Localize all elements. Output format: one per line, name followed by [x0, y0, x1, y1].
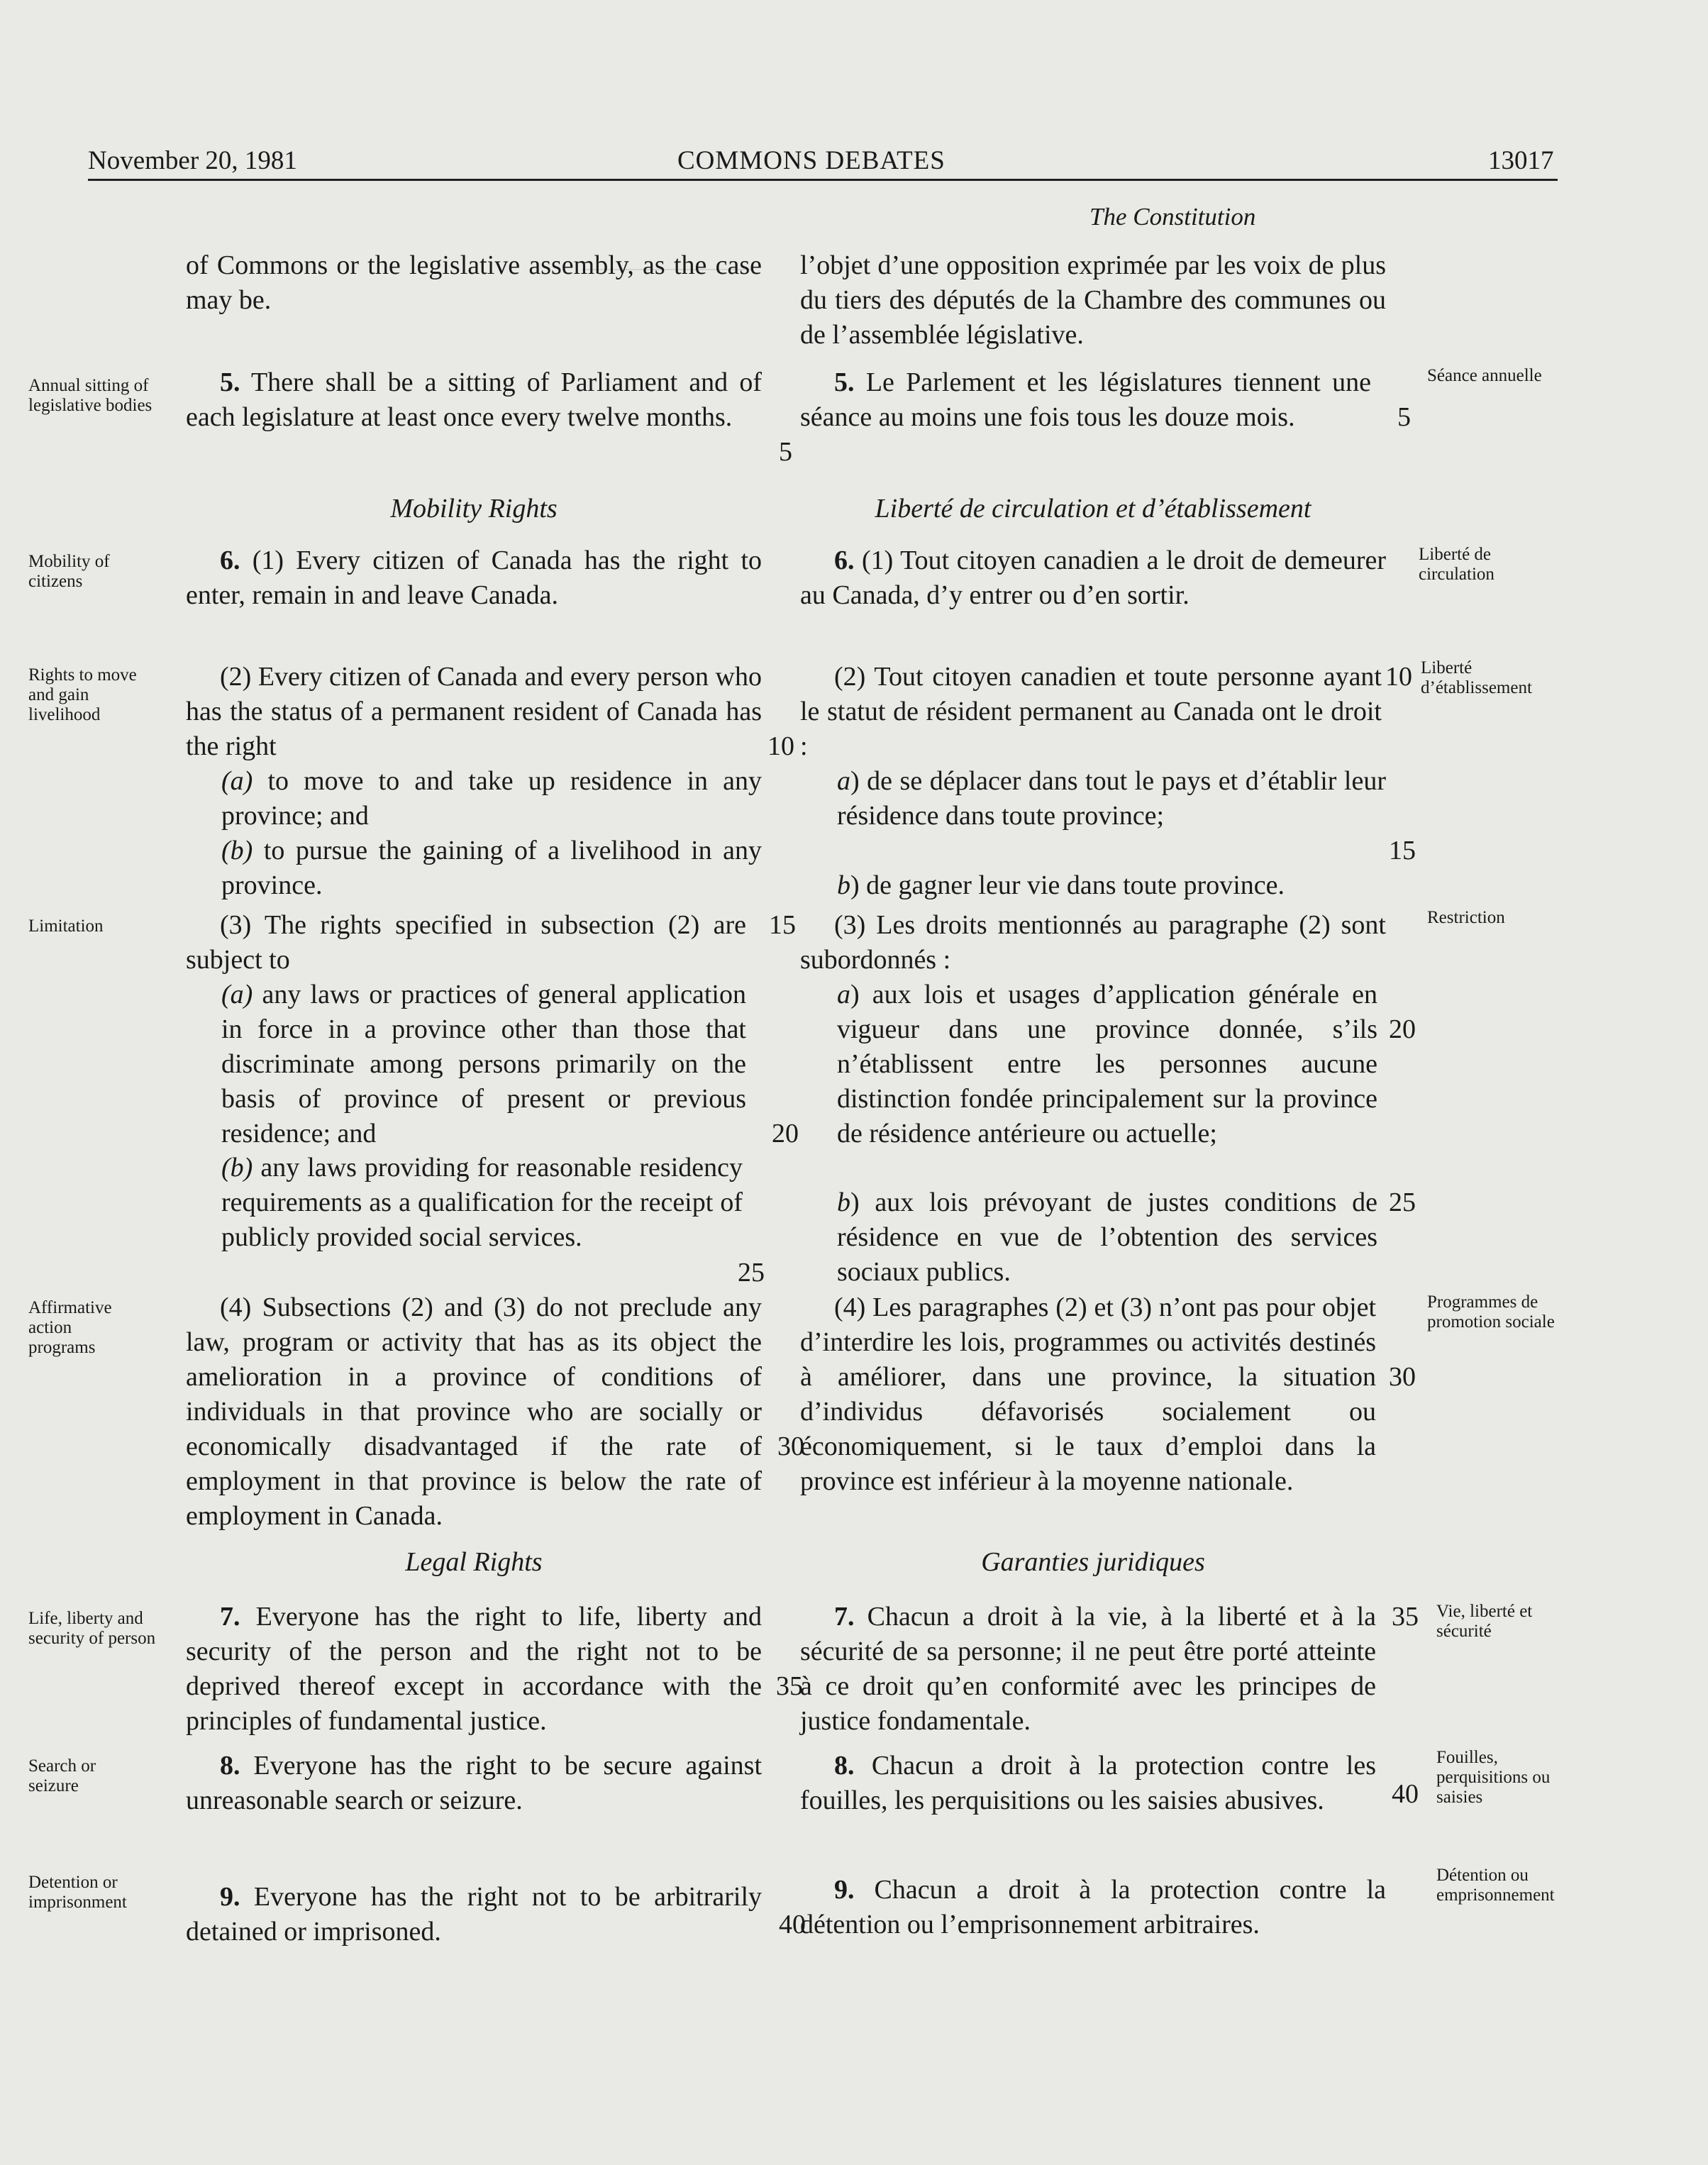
margin-note-programmes: Programmes de promotion sociale: [1427, 1292, 1555, 1331]
en-6-3b-label: (b): [221, 1153, 253, 1183]
fr-num-6: 6.: [834, 546, 855, 575]
fr-6-3b-label: b: [837, 1187, 850, 1217]
en-6-2a-text: to move to and take up residence in any province; and: [221, 766, 762, 831]
en-s8-text: Everyone has the right to be secure against unreasonable search or seizure.: [186, 1751, 762, 1815]
line-number: 40: [1392, 1779, 1419, 1809]
en-6-2a-label: (a): [221, 766, 253, 796]
fr-s9-text: Chacun a droit à la protection contre la détention ou l’emprisonnement arbitraires.: [800, 1875, 1387, 1939]
line-number: 30: [1389, 1362, 1416, 1392]
margin-note-detention-fr: Détention ou emprisonnement: [1436, 1866, 1555, 1905]
en-section-8: [186, 1749, 762, 1818]
en-6-3a-label: (a): [221, 980, 253, 1009]
margin-note-rights-move: Rights to move and gain livelihood: [28, 665, 137, 724]
margin-note-etablissement: Liberté d’établissement: [1421, 658, 1532, 697]
line-number: 25: [738, 1258, 765, 1288]
fr-num-5: 5.: [834, 367, 855, 397]
header-date: November 20, 1981: [88, 146, 297, 175]
fr-section-6-2a: a) de se déplacer dans tout le pays et d’établir leur résidence dans toute province;: [837, 766, 1387, 831]
fr-6-2b-text: de gagner leur vie dans toute province.: [866, 870, 1285, 900]
fr-section-6-2: (2) Tout citoyen canadien et toute personne ayant le statut de résident permanent au Canada ont le droit :: [800, 662, 1382, 761]
fr-6-2a-text: de se déplacer dans tout le pays et d’établir leur résidence dans toute province;: [837, 766, 1387, 831]
margin-note-search: Search or seizure: [28, 1756, 96, 1795]
en-section-6-4: (4) Subsections (2) and (3) do not preclude any law, program or activity that has as its object the amelioration in a province of conditions of individuals in that province who are socially or economically disadvantaged if the rate of employment in that province is below the rate of employment in Canada.: [186, 1292, 762, 1531]
line-number: 5: [1397, 402, 1411, 432]
en-section-6-2a: [221, 764, 762, 834]
en-section-6-2b: [221, 834, 762, 903]
margin-note-life-liberty: Life, liberty and security of person: [28, 1609, 156, 1648]
header-rule: [88, 179, 1558, 181]
margin-note-detention: Detention or imprisonment: [28, 1873, 127, 1912]
fr-section-9: [800, 1873, 1386, 1942]
line-number: 5: [779, 437, 792, 467]
en-s9-text: Everyone has the right not to be arbitrarily detained or imprisoned.: [186, 1882, 762, 1947]
margin-note-limitation: Limitation: [28, 917, 104, 936]
fr-s7-text: Chacun a droit à la vie, à la liberté et à la sécurité de sa personne; il ne peut être porté atteinte à ce droit qu’en conformité avec les principes de justice fondamentale.: [800, 1602, 1376, 1736]
en-6-3b-text: any laws providing for reasonable residency requirements as a qualification for the receipt of publicly provided social services.: [221, 1153, 743, 1252]
line-number: 10: [767, 731, 794, 761]
fr-section-6-3a: a) aux lois et usages d’application générale en vigueur dans une province donnée, s’ils n’établissent entre les personnes aucune distinction fondée principalement sur la province de résidence antérieure ou actuelle;: [837, 980, 1378, 1148]
line-number: 10: [1385, 662, 1412, 692]
fr-intro: l’objet d’une opposition exprimée par les voix de plus du tiers des députés de la Chambre des communes ou de l’assemblée législative.: [800, 250, 1386, 350]
fr-section-7: [800, 1600, 1376, 1739]
fr-num-8: 8.: [834, 1751, 855, 1781]
fr-mobility-heading: Liberté de circulation et d’établissement: [875, 494, 1312, 524]
line-number: 35: [776, 1671, 803, 1701]
margin-note-annual-sitting: Annual sitting of legislative bodies: [28, 376, 152, 415]
en-section-6-3b: [221, 1151, 743, 1255]
fr-section-8: [800, 1749, 1376, 1818]
margin-note-circulation: Liberté de circulation: [1419, 545, 1494, 584]
fr-6-3b-text: aux lois prévoyant de justes conditions de résidence en vue de l’obtention des services sociaux publics.: [837, 1187, 1377, 1287]
margin-note-affirmative: Affirmative action programs: [28, 1298, 112, 1357]
en-section-6-3a: [221, 978, 746, 1151]
fr-6-3a-text: aux lois et usages d’application générale en vigueur dans une province donnée, s’ils n’établissent entre les personnes aucune distinction fondée principalement sur la province de résidence antérieure ou actuelle;: [837, 980, 1378, 1148]
en-6-3a-text: any laws or practices of general application in force in a province other than those that discriminate among persons primarily on the basis of province of present or previous residence; and: [221, 980, 746, 1148]
fr-num-7: 7.: [834, 1602, 855, 1632]
en-mobility-heading: Mobility Rights: [390, 494, 558, 524]
line-number: 15: [1389, 836, 1416, 865]
fr-s5-text: Le Parlement et les législatures tiennent une séance au moins une fois tous les douze mois.: [800, 367, 1371, 432]
en-section-6-2: (2) Every citizen of Canada and every person who has the status of a permanent resident of Canada has the right: [186, 662, 762, 761]
en-section-7: [186, 1600, 762, 1739]
en-intro: of Commons or the legislative assembly, as the case may be.: [186, 250, 762, 315]
fr-section-6-2b: b) de gagner leur vie dans toute province.: [837, 870, 1285, 900]
line-number: 25: [1389, 1187, 1416, 1217]
fr-section-6-4: (4) Les paragraphes (2) et (3) n’ont pas pour objet d’interdire les lois, programmes ou activités destinés à améliorer, dans une province, la situation d’individus défavorisés socialement ou économiquement, si le taux d’emploi dans la province est inférieur à la moyenne nationale.: [800, 1292, 1376, 1496]
header-title: COMMONS DEBATES: [677, 146, 946, 175]
fr-6-2a-label: a: [837, 766, 850, 796]
fr-6-2b-label: b: [837, 870, 850, 900]
en-section-9: [186, 1880, 762, 1949]
en-s7-text: Everyone has the right to life, liberty and security of the person and the right not to be deprived thereof except in accordance with the principles of fundamental justice.: [186, 1602, 762, 1736]
line-number: 20: [772, 1119, 799, 1148]
fr-section-6-1: [800, 543, 1386, 613]
en-6-2b-label: (b): [221, 836, 253, 865]
en-s6-1-text: (1) Every citizen of Canada has the right to enter, remain in and leave Canada.: [186, 546, 762, 610]
margin-note-seance: Séance annuelle: [1427, 366, 1542, 385]
en-num-6: 6.: [220, 546, 240, 575]
en-num-5: 5.: [220, 367, 240, 397]
fr-section-6-3b: b) aux lois prévoyant de justes conditions de résidence en vue de l’obtention des services sociaux publics.: [837, 1187, 1377, 1287]
en-legal-heading: Legal Rights: [405, 1547, 543, 1577]
fr-s8-text: Chacun a droit à la protection contre les fouilles, les perquisitions ou les saisies abusives.: [800, 1751, 1376, 1815]
fr-section-6-3: (3) Les droits mentionnés au paragraphe (2) sont subordonnés :: [800, 910, 1386, 975]
fr-legal-heading: Garanties juridiques: [981, 1547, 1205, 1577]
line-number: 15: [769, 910, 796, 940]
en-section-6-1: [186, 543, 762, 613]
en-6-2b-text: to pursue the gaining of a livelihood in any province.: [221, 836, 762, 900]
section-title: The Constitution: [1089, 203, 1256, 231]
fr-num-9: 9.: [834, 1875, 855, 1905]
margin-note-vie: Vie, liberté et sécurité: [1436, 1602, 1533, 1641]
en-num-7: 7.: [220, 1602, 240, 1632]
en-section-5: [186, 365, 762, 435]
page-number: 13017: [1488, 146, 1554, 175]
line-number: 40: [779, 1910, 806, 1939]
en-num-9: 9.: [220, 1882, 240, 1912]
margin-note-mobility: Mobility of citizens: [28, 552, 110, 591]
en-num-8: 8.: [220, 1751, 240, 1781]
fr-section-5: [800, 365, 1371, 435]
en-s5-text: There shall be a sitting of Parliament and of each legislature at least once every twelve months.: [186, 367, 762, 432]
margin-note-restriction: Restriction: [1427, 908, 1505, 927]
line-number: 30: [777, 1432, 804, 1461]
fr-s6-1-text: (1) Tout citoyen canadien a le droit de demeurer au Canada, d’y entrer ou d’en sortir.: [800, 546, 1386, 610]
line-number: 20: [1389, 1014, 1416, 1044]
margin-note-fouilles: Fouilles, perquisitions ou saisies: [1436, 1748, 1551, 1807]
fr-6-3a-label: a: [837, 980, 850, 1009]
line-number: 35: [1392, 1602, 1419, 1632]
en-section-6-3: (3) The rights specified in subsection (2) are subject to: [186, 910, 746, 975]
